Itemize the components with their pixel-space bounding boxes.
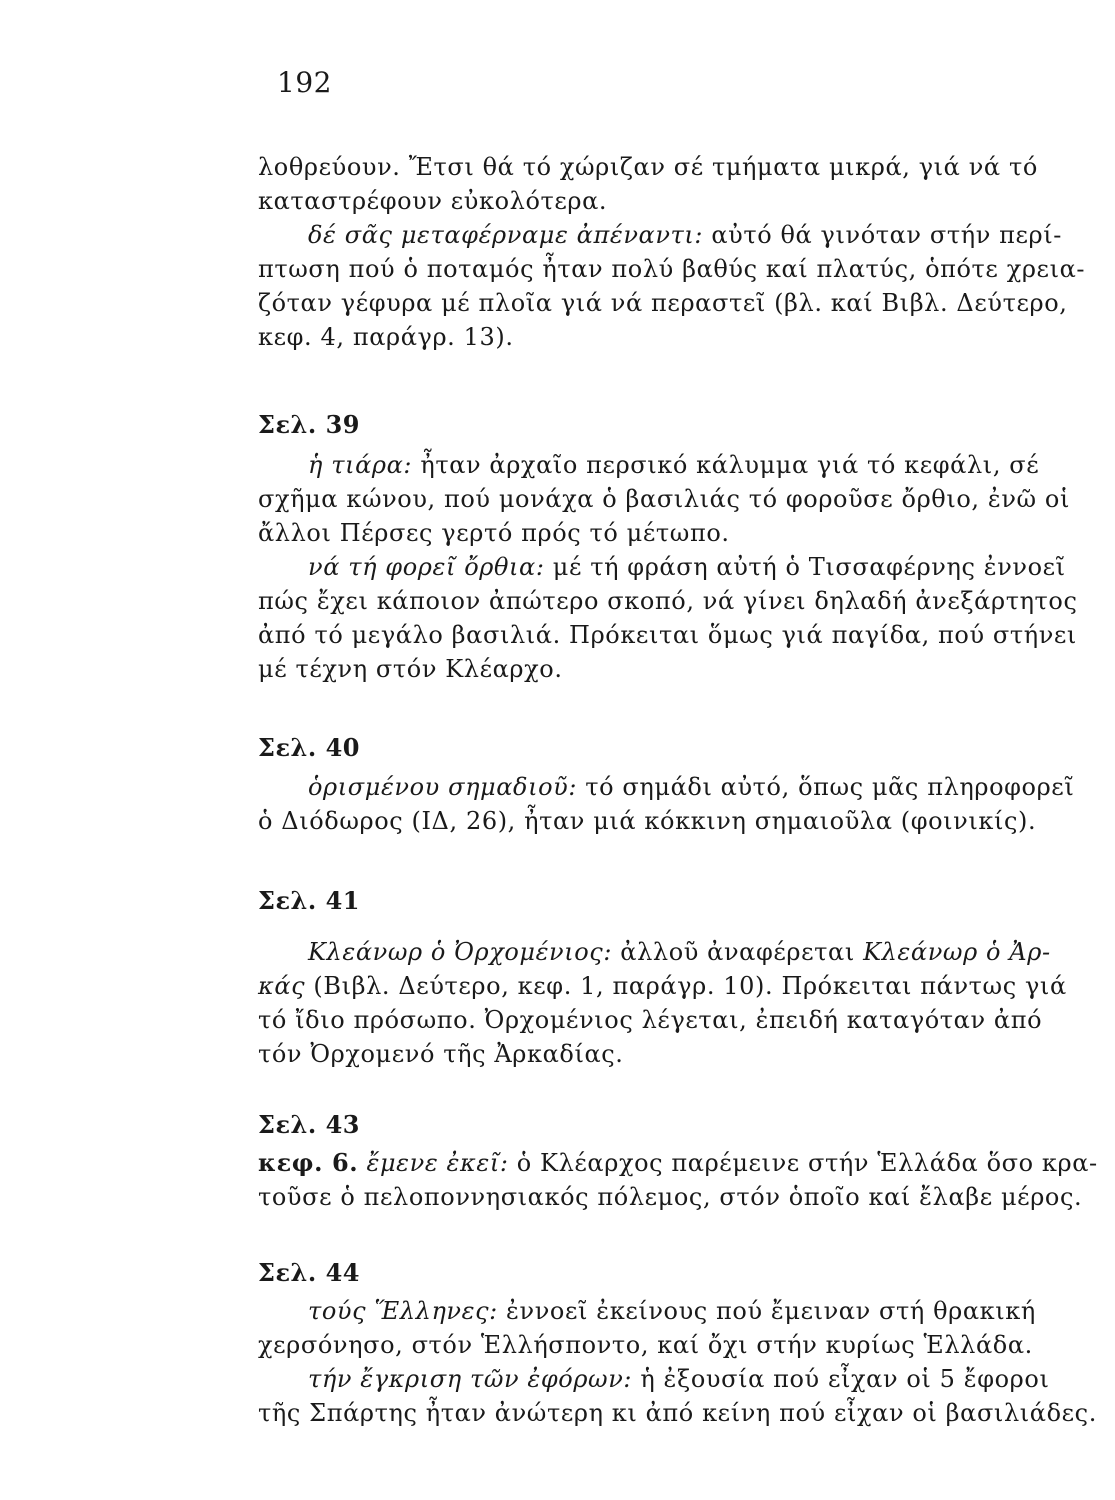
text-line (258, 448, 1076, 482)
text-line (258, 1294, 1076, 1328)
text-line: πώς ἔχει κάποιον ἀπώτερο σκοπό, νά γίνει δηλαδή ἀνεξάρτητος (258, 587, 1078, 615)
section-heading-39: Σελ. 39 (258, 410, 360, 439)
text-line (258, 969, 1076, 1003)
text-line (258, 550, 1076, 584)
paragraph-continuation (258, 150, 1086, 354)
text-span: ἦταν ἀρχαῖο περσικό κάλυμμα γιά τό κεφάλι, σέ (412, 451, 1040, 479)
text-span: ἡ ἐξουσία πού εἶχαν οἱ 5 ἔφοροι (632, 1365, 1050, 1393)
text-line: ἄλλοι Πέρσες γερτό πρός τό μέτωπο. (258, 519, 730, 547)
section-heading-43: Σελ. 43 (258, 1110, 360, 1139)
section-40-text (258, 770, 1076, 838)
text-span: ἐννοεῖ ἐκείνους πού ἔμειναν στή θρακική (497, 1297, 1036, 1325)
text-line: τοῦσε ὁ πελοποννησιακός πόλεμος, στόν ὁποῖο καί ἔλαβε μέρος. (258, 1183, 1083, 1211)
section-heading-44: Σελ. 44 (258, 1258, 360, 1287)
text-line: κεφ. 4, παράγρ. 13). (258, 323, 514, 351)
lemma: Κλεάνωρ ὁ Ἀρ- (863, 938, 1051, 966)
text-line: ἀπό τό μεγάλο βασιλιά. Πρόκειται ὅμως γιά παγίδα, πού στήνει (258, 621, 1077, 649)
lemma: τήν ἔγκριση τῶν ἐφόρων: (308, 1365, 633, 1393)
text-span: αὐτό θά γινόταν στήν περί- (703, 221, 1062, 249)
lemma: ἔμενε ἐκεῖ: (358, 1149, 509, 1177)
lemma: ἡ τιάρα: (308, 451, 413, 479)
chapter-ref: κεφ. 6. (258, 1148, 359, 1177)
section-41-text (258, 935, 1076, 1071)
section-43-text (258, 1146, 1098, 1214)
lemma: Κλεάνωρ ὁ Ὀρχομένιος: (308, 938, 613, 966)
text-line (258, 1362, 1076, 1396)
lemma: ὁρισμένου σημαδιοῦ: (308, 773, 578, 801)
text-span: μέ τή φράση αὐτή ὁ Τισσαφέρνης ἐννοεῖ (544, 553, 1066, 581)
text-span: τό σημάδι αὐτό, ὅπως μᾶς πληροφορεῖ (577, 773, 1075, 801)
text-line: χερσόνησο, στόν Ἑλλήσποντο, καί ὄχι στήν κυρίως Ἑλλάδα. (258, 1331, 1033, 1359)
section-44-text (258, 1294, 1097, 1430)
text-line (258, 770, 1076, 804)
text-span: ἀλλοῦ ἀναφέρεται (612, 938, 864, 966)
text-line (258, 1146, 1098, 1180)
text-line: μέ τέχνη στόν Κλέαρχο. (258, 655, 563, 683)
text-line (258, 935, 1076, 969)
text-line: ζόταν γέφυρα μέ πλοῖα γιά νά περαστεῖ (βλ. καί Βιβλ. Δεύτερο, (258, 289, 1068, 317)
text-span: (Βιβλ. Δεύτερο, κεφ. 1, παράγρ. 10). Πρόκειται πάντως γιά (305, 972, 1067, 1000)
text-line: ὁ Διόδωρος (ΙΔ, 26), ἦταν μιά κόκκινη σημαιοῦλα (φοινικίς). (258, 807, 1037, 835)
section-39-text (258, 448, 1076, 686)
text-line: λοθρεύουν. Ἔτσι θά τό χώριζαν σέ τμήματα μικρά, γιά νά τό (258, 153, 1038, 181)
lemma: κάς (258, 972, 306, 1000)
text-line: καταστρέφουν εὐκολότερα. (258, 187, 608, 215)
lemma: νά τή φορεῖ ὄρθια: (308, 553, 545, 581)
text-line: τό ἴδιο πρόσωπο. Ὀρχομένιος λέγεται, ἐπειδή καταγόταν ἀπό (258, 1006, 1043, 1034)
text-line: τῆς Σπάρτης ἦταν ἀνώτερη κι ἀπό κείνη πού εἶχαν οἱ βασιλιάδες. (258, 1399, 1097, 1427)
text-line: σχῆμα κώνου, πού μονάχα ὁ βασιλιάς τό φοροῦσε ὄρθιο, ἐνῶ οἱ (258, 485, 1070, 513)
text-line: τόν Ὀρχομενό τῆς Ἀρκαδίας. (258, 1040, 624, 1068)
text-span: ὁ Κλέαρχος παρέμεινε στήν Ἑλλάδα ὅσο κρα- (508, 1149, 1098, 1177)
section-heading-40: Σελ. 40 (258, 733, 360, 762)
lemma: τούς Ἕλληνες: (308, 1297, 498, 1325)
section-heading-41: Σελ. 41 (258, 886, 360, 915)
text-line (258, 218, 1076, 252)
lemma: δέ σᾶς μεταφέρναμε ἀπέναντι: (308, 221, 704, 249)
page-number: 192 (277, 66, 332, 99)
text-line: πτωση πού ὁ ποταμός ἦταν πολύ βαθύς καί πλατύς, ὁπότε χρεια- (258, 255, 1086, 283)
